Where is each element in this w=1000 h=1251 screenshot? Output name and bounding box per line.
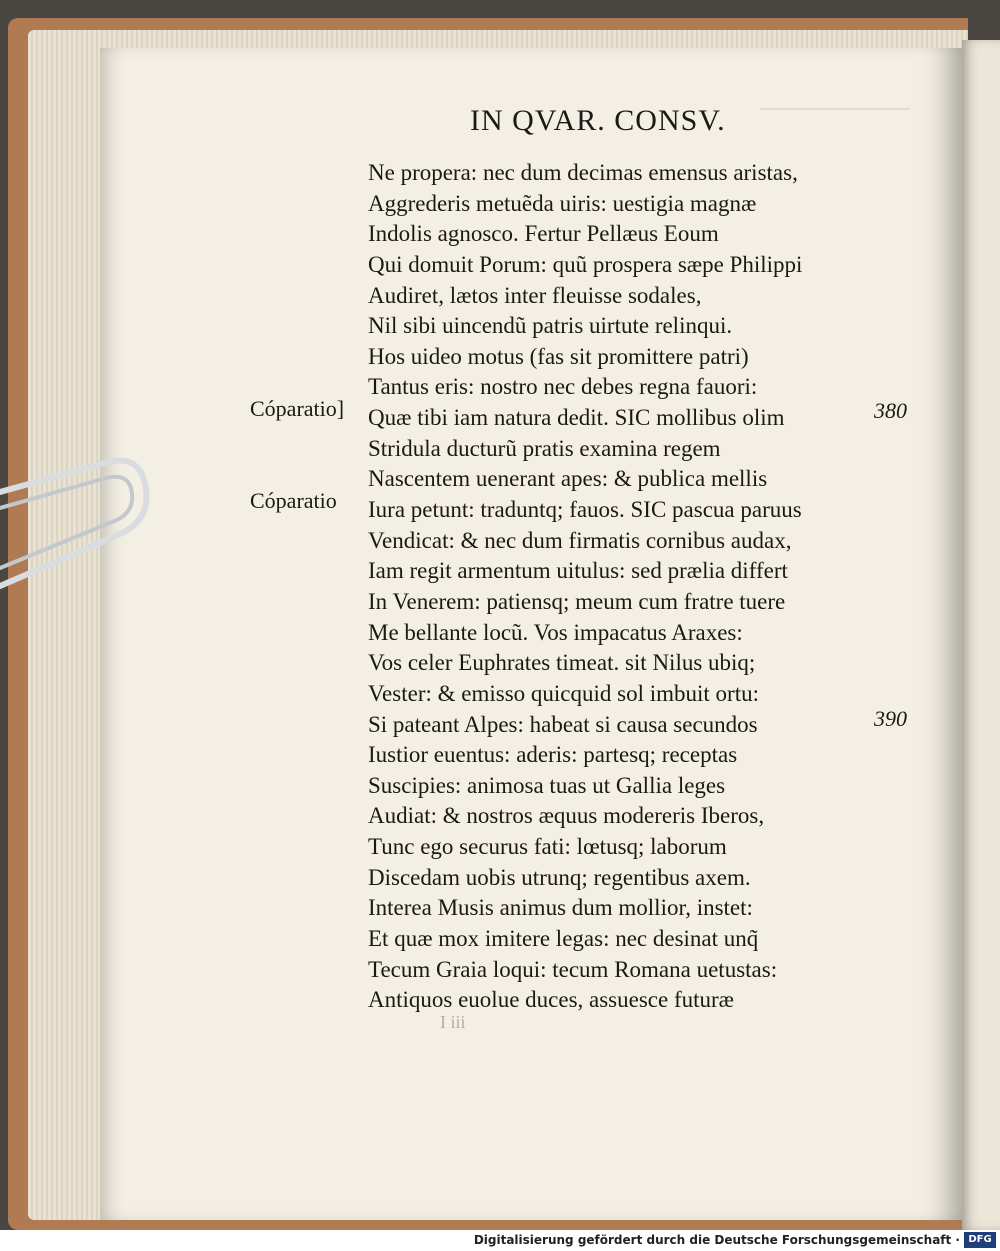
verse-line: Et quæ mox imitere legas: nec desinat unq̃ <box>368 926 759 952</box>
verse-line: Vester: & emisso quicquid sol imbuit ortu: <box>368 680 759 706</box>
verse-line: Antiquos euolue duces, assuesce futuræ <box>368 987 735 1013</box>
running-head: IN QVAR. CONSV. <box>470 104 726 137</box>
verse-line: Quæ tibi iam natura dedit. SIC mollibus olim <box>368 405 785 431</box>
verse-line: Vos celer Euphrates timeat. sit Nilus ubiq; <box>368 650 756 676</box>
verse-line: Tecum Graia loqui: tecum Romana uetustas: <box>368 956 778 982</box>
verse-line: Nil sibi uincendũ patris uirtute relinqui. <box>368 313 733 339</box>
verse-line: Iustior euentus: aderis: partesq; receptas <box>368 742 738 768</box>
verse-line: Qui domuit Porum: quũ prospera sæpe Philippi <box>368 251 803 277</box>
verse-line: Iam regit armentum uitulus: sed prælia differt <box>368 558 788 584</box>
line-number: 390 <box>874 706 907 731</box>
verse-line: Nascentem uenerant apes: & publica mellis <box>368 466 768 492</box>
verse-line: Stridula ducturũ pratis examina regem <box>368 435 721 461</box>
verse-line: Discedam uobis utrunq; regentibus axem. <box>368 864 751 890</box>
verse-line: Audiret, lætos inter fleuisse sodales, <box>368 282 702 308</box>
funding-credit: Digitalisierung gefördert durch die Deutsche Forschungsgemeinschaft · <box>473 1233 960 1247</box>
verse-line: Vendicat: & nec dum firmatis cornibus audax, <box>368 527 792 553</box>
verse-line: In Venerem: patiensq; meum cum fratre tuere <box>368 588 786 614</box>
verse-line: Tunc ego securus fati: lœtusq; laborum <box>368 834 727 860</box>
dfg-logo: DFG <box>964 1232 996 1248</box>
paperclip-icon <box>0 450 150 590</box>
margin-gloss-comparatio: Cóparatio] <box>250 396 345 421</box>
verse-line: Hos uideo motus (fas sit promittere patri) <box>368 343 749 369</box>
verse-line: Si pateant Alpes: habeat si causa secundos <box>368 711 758 737</box>
verse-line: Tantus eris: nostro nec debes regna fauori: <box>368 374 758 400</box>
footer-bar <box>0 1230 1000 1251</box>
margin-gloss-comparatio: Cóparatio <box>250 488 337 513</box>
signature-mark-show-through: I iii <box>440 1012 466 1032</box>
verse-line: Indolis agnosco. Fertur Pellæus Eoum <box>368 221 719 247</box>
line-number: 380 <box>874 398 907 423</box>
verse-line: Suscipies: animosa tuas ut Gallia leges <box>368 772 726 798</box>
verse-block <box>368 158 868 1016</box>
facing-page-edge <box>962 40 1000 1230</box>
verse-line: Me bellante locũ. Vos impacatus Araxes: <box>368 619 743 645</box>
show-through <box>760 108 910 110</box>
verse-line: Ne propera: nec dum decimas emensus aristas, <box>368 160 798 185</box>
verse-line: Iura petunt: traduntq; fauos. SIC pascua paruus <box>368 497 802 523</box>
verse-line: Audiat: & nostros æquus modereris Iberos, <box>368 803 765 829</box>
verse-line: Aggrederis metuẽda uiris: uestigia magnæ <box>368 190 757 216</box>
verse-line: Interea Musis animus dum mollior, instet: <box>368 895 753 921</box>
